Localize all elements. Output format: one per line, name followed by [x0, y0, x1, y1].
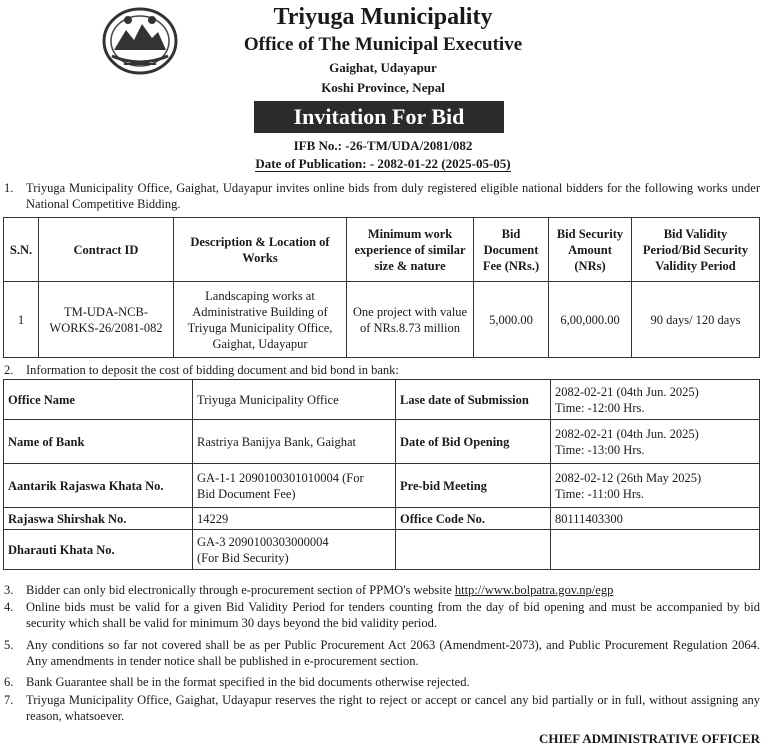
paragraph-5: 5. Any conditions so far not covered shall be as per Public Procurement Act 2063 (Amendment-2073), and Public Procurement Regulation 2064. Any amendments in tender notice shall be published in e-procurement section.: [4, 638, 760, 668]
table-row: [4, 380, 760, 420]
label-rajaswa-shirshak: Rajaswa Shirshak No.: [4, 508, 193, 530]
header-bid-security: Bid Security Amount (NRs): [549, 218, 632, 282]
cell-sn: 1: [4, 282, 39, 358]
office-title: Office of The Municipal Executive: [243, 34, 523, 55]
header-contract-id: Contract ID: [39, 218, 174, 282]
label-aantarik-khata: Aantarik Rajaswa Khata No.: [4, 464, 193, 508]
label-bid-opening: Date of Bid Opening: [396, 420, 551, 464]
address-line-2: Koshi Province, Nepal: [321, 80, 445, 95]
label-prebid-meeting: Pre-bid Meeting: [396, 464, 551, 508]
invitation-banner: Invitation For Bid: [254, 101, 504, 133]
cell-description: Landscaping works at Administrative Building of Triyuga Municipality Office, Gaighat, Udayapur: [174, 282, 347, 358]
value-submission-date: 2082-02-21 (04th Jun. 2025) Time: -12:00 Hrs.: [551, 380, 760, 420]
cell-contract-id: TM-UDA-NCB-WORKS-26/2081-082: [39, 282, 174, 358]
municipality-title: Triyuga Municipality: [273, 4, 493, 30]
bank-info-table: [3, 379, 760, 570]
label-submission-date: Lase date of Submission: [396, 380, 551, 420]
table-row: [4, 530, 760, 570]
header-doc-fee: Bid Document Fee (NRs.): [474, 218, 549, 282]
value-rajaswa-shirshak: 14229: [193, 508, 396, 530]
label-office-code: Office Code No.: [396, 508, 551, 530]
value-aantarik-khata: GA-1-1 2090100301010004 (For Bid Document Fee): [193, 464, 396, 508]
label-bank-name: Name of Bank: [4, 420, 193, 464]
table-row: [4, 282, 760, 358]
paragraph-7: 7. Triyuga Municipality Office, Gaighat, Udayapur reserves the right to reject or accept or cancel any bid partially or in full, without assigning any reason, whatsoever.: [4, 693, 760, 723]
header-description: Description & Location of Works: [174, 218, 347, 282]
header-experience: Minimum work experience of similar size & nature: [347, 218, 474, 282]
value-bank-name: Rastriya Banijya Bank, Gaighat: [193, 420, 396, 464]
table-row: [4, 464, 760, 508]
address-line-1: Gaighat, Udayapur: [329, 60, 437, 75]
value-prebid-meeting: 2082-02-12 (26th May 2025) Time: -11:00 Hrs.: [551, 464, 760, 508]
cell-experience: One project with value of NRs.8.73 million: [347, 282, 474, 358]
table-row: [4, 420, 760, 464]
empty-cell: [551, 530, 760, 570]
table-row: [4, 508, 760, 530]
value-dharauti-khata: GA-3 2090100303000004 (For Bid Security): [193, 530, 396, 570]
paragraph-1: 1. Triyuga Municipality Office, Gaighat, Udayapur invites online bids from duly registered eligible national bidders for the following works under National Competitive Bidding.: [4, 181, 760, 211]
value-bid-opening: 2082-02-21 (04th Jun. 2025) Time: -13:00 Hrs.: [551, 420, 760, 464]
value-office-name: Triyuga Municipality Office: [193, 380, 396, 420]
paragraph-3: 3. Bidder can only bid electronically through e-procurement section of PPMO's website http://www.bolpatra.gov.np/egp: [4, 583, 614, 597]
label-dharauti-khata: Dharauti Khata No.: [4, 530, 193, 570]
cell-bid-security: 6,00,000.00: [549, 282, 632, 358]
paragraph-4: 4. Online bids must be valid for a given Bid Validity Period for tenders counting from the day of bid opening and must be accompanied by bid security which shall be valid for minimum 30 days beyond the bid validity period.: [4, 600, 760, 630]
ifb-number: IFB No.: -26-TM/UDA/2081/082: [293, 138, 473, 153]
signature-title: CHIEF ADMINISTRATIVE OFFICER: [538, 731, 760, 746]
paragraph-6: 6. Bank Guarantee shall be in the format specified in the bid documents otherwise rejected.: [4, 675, 470, 689]
bolpatra-link[interactable]: http://www.bolpatra.gov.np/egp: [454, 583, 614, 597]
cell-doc-fee: 5,000.00: [474, 282, 549, 358]
cell-validity: 90 days/ 120 days: [632, 282, 760, 358]
table-header-row: [4, 218, 760, 282]
paragraph-2: 2. Information to deposit the cost of bidding document and bid bond in bank:: [4, 363, 399, 377]
empty-cell: [396, 530, 551, 570]
contract-table: [3, 217, 760, 358]
header-validity: Bid Validity Period/Bid Security Validity Period: [632, 218, 760, 282]
publication-date: Date of Publication: - 2082-01-22 (2025-05-05): [255, 156, 511, 171]
header-sn: S.N.: [4, 218, 39, 282]
value-office-code: 80111403300: [551, 508, 760, 530]
label-office-name: Office Name: [4, 380, 193, 420]
